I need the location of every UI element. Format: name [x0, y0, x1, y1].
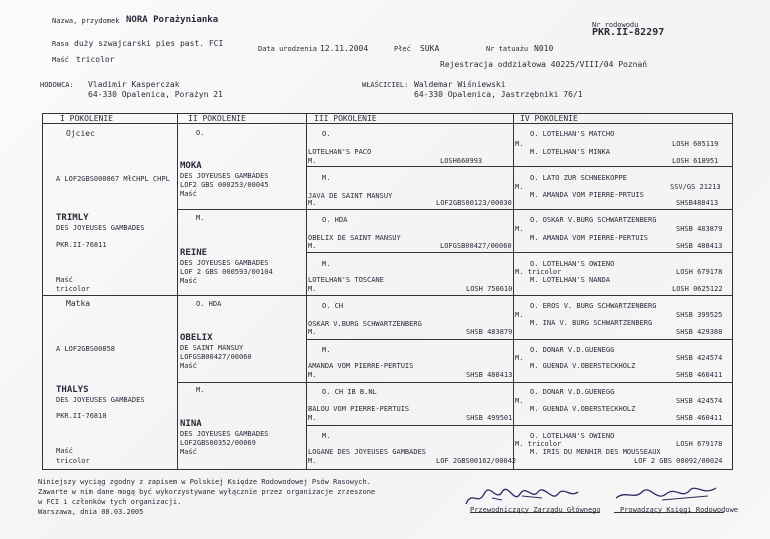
- gen3-name: BALOU VOM PIERRE-PERTUIS: [308, 405, 410, 413]
- gen3-m: M.: [308, 157, 317, 165]
- col-header-3: III POKOLENIE: [314, 114, 377, 123]
- gen3-reg: LOSH660993: [440, 157, 483, 165]
- gen4-reg: LOSH 618951: [672, 157, 719, 165]
- gen3-reg: SHSB 499501: [466, 414, 513, 422]
- gen3-m: M.: [308, 242, 317, 250]
- gen4-sire: O. LOTELHAN'S OWIENO: [530, 432, 615, 440]
- gen3-m: M.: [308, 414, 317, 422]
- gen4-m: M.: [515, 140, 524, 148]
- gen2-color-label: Maść: [180, 362, 197, 370]
- footer-date: Warszawa, dnia 08.03.2005: [38, 508, 144, 516]
- owner-name: Waldemar Wiśniewski: [414, 80, 506, 89]
- gen3-name: AMANDA VOM PIERRE-PERTUIS: [308, 362, 414, 370]
- gen3-name: LOTELHAN'S TOSCANE: [308, 276, 384, 284]
- owner-label: WŁAŚCICIEL:: [362, 81, 409, 89]
- gen2-kennel: DES JOYEUSES GAMBADES: [180, 430, 269, 438]
- gen2-color-label: Maść: [180, 277, 197, 285]
- sire-color: tricolor: [56, 285, 90, 293]
- gen3-reg: SHSB 488413: [466, 371, 513, 379]
- gen4-sire: O. DONAR V.D.GUENEGG: [530, 346, 615, 354]
- col-header-2: II POKOLENIE: [188, 114, 246, 123]
- gen4-m: M.: [515, 354, 524, 362]
- gen3-prefix: M.: [322, 346, 331, 354]
- owner-address: 64-330 Opalenica, Jastrzębniki 76/1: [414, 90, 583, 99]
- color-label: Maść: [52, 56, 69, 64]
- gen4-sire: O. LOTELHAN'S MATCHO: [530, 130, 615, 138]
- gen3-reg: LOF2GBS00123/00030: [436, 199, 512, 207]
- gen3-reg: LOF 2GBS00162/00042: [436, 457, 517, 465]
- gen4-sire: O. OSKAR V.BURG SCHWARTZENBERG: [530, 216, 657, 224]
- signature-caption-chairman: Przewodniczący Zarządu Głównego: [470, 506, 601, 514]
- sire-name: TRIMLY: [56, 213, 89, 223]
- sire-pkr: PKR.II-76811: [56, 241, 107, 249]
- sire-reg: A LOF2GBS000867 MłCHPL CHPL: [56, 175, 170, 183]
- dam-kennel: DES JOYEUSES GAMBADES: [56, 396, 145, 404]
- gen4-sire: O. LATO ZUR SCHNEEKOPPE: [530, 174, 627, 182]
- gen4-m: M.: [515, 311, 524, 319]
- gen4-m: M. tricolor: [515, 268, 562, 276]
- gen4-dam: M. GUENDA V.OBERSTECKHOLZ: [530, 405, 636, 413]
- pedigree-no: PKR.II-82297: [592, 27, 665, 38]
- gen4-reg: LOSH 605119: [672, 140, 719, 148]
- gen3-m: M.: [308, 457, 317, 465]
- gen2-prefix: M.: [196, 214, 205, 222]
- gen4-reg: LOSH 0625122: [672, 285, 723, 293]
- gen4-m: M.: [515, 397, 524, 405]
- gen3-prefix: O.: [322, 130, 331, 138]
- gen4-dam: M. INA V. BURG SCHWARTZENBERG: [530, 319, 653, 327]
- sire-label: Ojciec: [66, 129, 95, 138]
- gen3-reg: SHSB 483879: [466, 328, 513, 336]
- col-header-1: I POKOLENIE: [60, 114, 113, 123]
- gen4-reg: LOSH 679178: [676, 440, 723, 448]
- dam-name: THALYS: [56, 385, 89, 395]
- breed-value: duży szwajcarski pies past. FCI: [74, 39, 224, 48]
- gen4-reg: SHSB488413: [676, 199, 719, 207]
- dam-label: Matka: [66, 299, 91, 308]
- gen2-color-label: Maść: [180, 448, 197, 456]
- gen2-kennel: DE SAINT MANSUY: [180, 344, 244, 352]
- sex-value: SUKA: [420, 44, 440, 53]
- gen2-reg: LOFGSB00427/00060: [180, 353, 252, 361]
- sire-color-label: Maść: [56, 276, 73, 284]
- birth-value: 12.11.2004: [320, 44, 369, 53]
- gen2-kennel: DES JOYEUSES GAMBADES: [180, 172, 269, 180]
- gen4-dam: M. AMANDA VOM PIERRE-PERTUIS: [530, 234, 649, 242]
- gen3-name: OBELIX DE SAINT MANSUY: [308, 234, 401, 242]
- gen4-reg: SHSB 424574: [676, 354, 723, 362]
- gen4-reg: SHSB 460411: [676, 414, 723, 422]
- gen4-reg: SHSB 399525: [676, 311, 723, 319]
- gen4-reg: SHSB 460411: [676, 371, 723, 379]
- gen2-prefix: O.: [196, 129, 205, 137]
- gen2-prefix: M.: [196, 386, 205, 394]
- gen3-prefix: O. HDA: [322, 216, 348, 224]
- breeder-address: 64-330 Opalenica, Porażyn 21: [88, 90, 223, 99]
- gen2-prefix: O. HDA: [196, 300, 222, 308]
- gen4-dam: M. IRIS DU MENHIR DES MOUSSEAUX: [530, 448, 661, 456]
- gen4-sire: O. LOTELHAN'S OWIENO: [530, 260, 615, 268]
- gen4-sire: O. EROS V. BURG SCHWARTZENBERG: [530, 302, 657, 310]
- breed-label: Rasa: [52, 40, 69, 48]
- col-header-4: IV POKOLENIE: [520, 114, 578, 123]
- gen4-reg: SHSB 483879: [676, 225, 723, 233]
- gen3-reg: LOFGSB00427/00060: [440, 242, 512, 250]
- breeder-name: Vladimir Kasperczak: [88, 80, 180, 89]
- gen2-reg: LOF 2 GBS 000593/00104: [180, 268, 273, 276]
- gen3-prefix: O. CH IB B.NL: [322, 388, 377, 396]
- gen3-m: M.: [308, 199, 317, 207]
- gen3-prefix: M.: [322, 432, 331, 440]
- dam-pkr: PKR.II-76810: [56, 412, 107, 420]
- gen4-reg: LOF 2 GBS 00092/00024: [634, 457, 723, 465]
- gen4-m: M. tricolor: [515, 440, 562, 448]
- gen2-name: MOKA: [180, 161, 202, 171]
- gen3-prefix: M.: [322, 174, 331, 182]
- gen4-reg: SSV/GS 21213: [670, 183, 721, 191]
- signature-registrar: [612, 480, 722, 508]
- pedigree-table: [42, 113, 733, 470]
- gen2-kennel: DES JOYEUSES GAMBADES: [180, 259, 269, 267]
- gen4-reg: SHSB 424574: [676, 397, 723, 405]
- gen4-m: M.: [515, 183, 524, 191]
- pedigree-no-label: Nr rodowodu: [592, 21, 639, 29]
- gen3-name: JAVA DE SAINT MANSUY: [308, 192, 393, 200]
- gen4-reg: LOSH 679178: [676, 268, 723, 276]
- gen2-name: OBELIX: [180, 333, 213, 343]
- gen3-m: M.: [308, 328, 317, 336]
- breeder-label: HODOWCA:: [40, 81, 74, 89]
- gen4-dam: M. AMANDA VOM PIERRE-PRTUIS: [530, 191, 644, 199]
- dog-name: NORA Porażynianka: [126, 15, 219, 25]
- dam-color: tricolor: [56, 457, 90, 465]
- gen4-dam: M. LOTELHAN'S NANDA: [530, 276, 611, 284]
- color-value: tricolor: [76, 55, 115, 64]
- gen4-dam: M. GUENDA V.OBERSTECKHOLZ: [530, 362, 636, 370]
- sex-label: Płeć: [394, 45, 411, 53]
- gen3-name: LOGANE DES JOYEUSES GAMBADES: [308, 448, 427, 456]
- gen3-prefix: M.: [322, 260, 331, 268]
- gen3-m: M.: [308, 285, 317, 293]
- signature-caption-registrar: Prowadzący Księgi Rodowodowe: [620, 506, 739, 514]
- gen4-reg: SHSB 429388: [676, 328, 723, 336]
- gen3-name: LOTELHAN'S PACO: [308, 148, 372, 156]
- tattoo-value: N010: [534, 44, 554, 53]
- gen3-name: OSKAR V.BURG SCHWARTZENBERG: [308, 320, 422, 328]
- gen2-name: NINA: [180, 419, 202, 429]
- gen3-reg: LOSH 750610: [466, 285, 513, 293]
- dam-color-label: Maść: [56, 447, 73, 455]
- birth-label: Data urodzenia: [258, 45, 318, 53]
- footer-line-1: Niniejszy wyciąg zgodny z zapisem w Polskiej Księdze Rodowodowej Psów Rasowych.: [38, 478, 371, 486]
- gen4-sire: O. DONAR V.D.GUENEGG: [530, 388, 615, 396]
- gen2-reg: LOF2GBS00352/00069: [180, 439, 256, 447]
- footer-line-3: w FCI i członków tych organizacji.: [38, 498, 182, 506]
- footer-line-2: Zawarte w nim dane mogą być wykorzystywane wyłącznie przez organizacje zrzeszone: [38, 488, 376, 496]
- sire-kennel: DES JOYEUSES GAMBADES: [56, 224, 145, 232]
- name-label: Nazwa, przydomek: [52, 17, 120, 25]
- dam-reg: A LOF2GBS00858: [56, 345, 116, 353]
- gen2-color-label: Maść: [180, 190, 197, 198]
- gen4-reg: SHSB 488413: [676, 242, 723, 250]
- tattoo-label: Nr tatuażu: [486, 45, 529, 53]
- registration: Rejestracja oddziałowa 40225/VIII/04 Poznań: [440, 60, 648, 69]
- gen3-prefix: O. CH: [322, 302, 344, 310]
- gen2-reg: LOF2 GBS 000253/00045: [180, 181, 269, 189]
- gen2-name: REINE: [180, 248, 208, 258]
- gen3-m: M.: [308, 371, 317, 379]
- gen4-m: M.: [515, 225, 524, 233]
- gen4-dam: M. LOTELHAN'S MINKA: [530, 148, 611, 156]
